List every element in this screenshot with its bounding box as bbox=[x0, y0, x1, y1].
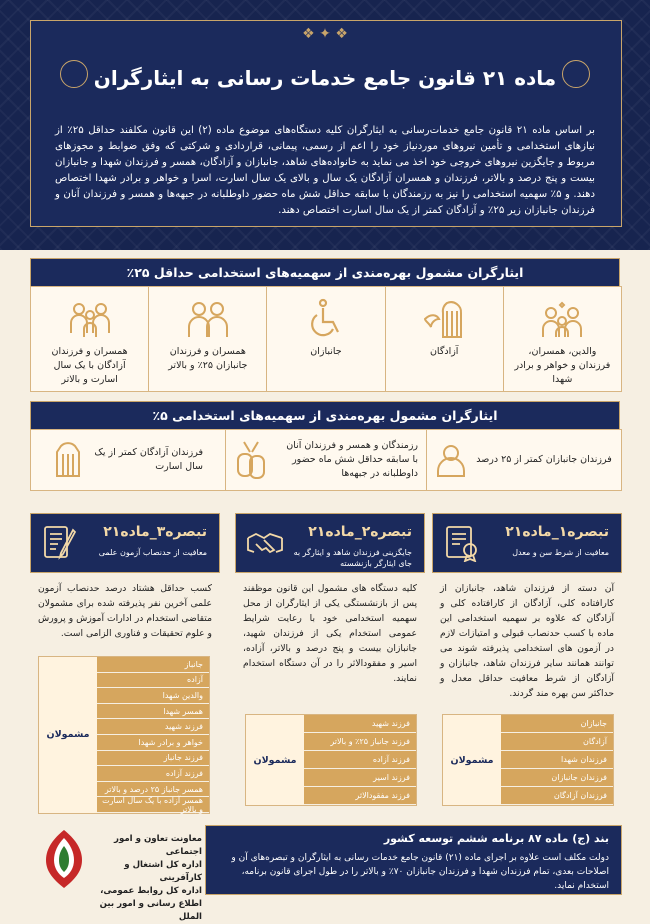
footer-box bbox=[205, 825, 622, 895]
covered-label: مشمولان bbox=[246, 715, 304, 805]
covered-label: مشمولان bbox=[443, 715, 501, 805]
covered-row: والدین شهدا bbox=[97, 688, 209, 704]
quota25-label: همسران و فرزندان آزادگان با یک سال اسارت و بالاتر bbox=[51, 346, 128, 385]
note-1 bbox=[432, 513, 622, 709]
freed-prisoner-icon bbox=[53, 442, 83, 478]
covered-row: فرزند جانباز ۲۵٪ و بالاتر bbox=[304, 733, 416, 751]
note-2-header bbox=[235, 513, 425, 573]
note-body: کلیه دستگاه های مشمول این قانون موظفند پس از بازنشستگی یکی از ایثارگران از محل سهمیه استخدامی خود با رعایت شرایط عمومی استخدام یکی از فرزندان شهید، جانبازان بیست و پنج درصد و بالاتر، آزاده، اسیر و مفقودالاثر را در آن دستگاه استخدام نمایند. bbox=[243, 583, 417, 684]
quota25-label: آزادگان bbox=[429, 346, 459, 357]
note-2 bbox=[235, 513, 425, 694]
family-icon bbox=[539, 297, 585, 341]
quota5-item bbox=[426, 430, 621, 490]
note-subtitle: جایگزینی فرزندان شاهد و ایثارگر به جای ایثارگر بازنشسته bbox=[293, 548, 412, 568]
quota25-item bbox=[503, 287, 621, 391]
org-line: اطلاع رسانی و امور بین الملل bbox=[99, 899, 202, 922]
note-3-header bbox=[30, 513, 220, 573]
note-subtitle: معافیت از شرط سن و معدل bbox=[512, 548, 609, 557]
covered-row: فرزند جانباز bbox=[97, 751, 209, 767]
covered-row: همسر جانباز ۲۵ درصد و بالاتر bbox=[97, 782, 209, 798]
foundation-logo-icon bbox=[42, 828, 86, 890]
footer-title: بند (ج) ماده ۸۷ برنامه ششم توسعه کشور bbox=[383, 832, 609, 845]
org-line: اداره کل اشتغال و کارآفرینی bbox=[124, 860, 202, 883]
quota25-title: ایثارگران مشمول بهره‌مندی از سهمیه‌های استخدامی حداقل ۲۵٪ bbox=[30, 258, 620, 287]
note-title: تبصره۱_ماده۲۱ bbox=[505, 524, 609, 540]
quota25-grid bbox=[30, 286, 622, 392]
org-line: معاونت تعاون و امور اجتماعی bbox=[114, 834, 202, 857]
covered-row: آزاده bbox=[97, 673, 209, 689]
quota25-item bbox=[385, 287, 503, 391]
covered-row: فرزند شهید bbox=[97, 719, 209, 735]
quota25-item bbox=[266, 287, 384, 391]
handshake-icon bbox=[246, 524, 284, 562]
quota5-item bbox=[225, 430, 426, 490]
note-2-covered-table bbox=[245, 714, 417, 806]
quota25-label: والدین، همسران، فرزندان و خواهر و برادر شهدا bbox=[514, 346, 611, 385]
covered-row: فرزندان آزادگان bbox=[501, 787, 613, 805]
organization-text bbox=[90, 833, 202, 924]
covered-row: جانباز bbox=[97, 657, 209, 673]
quota5-title: ایثارگران مشمول بهره‌مندی از سهمیه‌های استخدامی ۵٪ bbox=[30, 401, 620, 430]
covered-row: فرزند آزاده bbox=[304, 751, 416, 769]
quota5-label: فرزندان جانبازان کمتر از ۲۵ درصد bbox=[476, 454, 612, 465]
header-banner bbox=[0, 0, 650, 250]
wheelchair-icon bbox=[303, 297, 349, 341]
quota25-label: همسران و فرزندان جانبازان ۲۵٪ و بالاتر bbox=[168, 346, 248, 371]
note-3 bbox=[30, 513, 220, 649]
quota5-item bbox=[31, 430, 225, 490]
exam-icon bbox=[41, 524, 79, 562]
covered-row: همسر آزاده با یک سال اسارت و بالاتر bbox=[97, 797, 209, 813]
certificate-icon bbox=[443, 524, 481, 562]
covered-row: آزادگان bbox=[501, 733, 613, 751]
quota25-label: جانبازان bbox=[310, 346, 342, 357]
footer-body: دولت مکلف است علاوه بر اجرای ماده (۲۱) قانون جامع خدمات رسانی به ایثارگران و تبصره‌های آن و اصلاحات بعدی، تمام فرزندان شهدا و فرزندان جانبازان ۷۰٪ و بالاتر را در طول اجرای قانون برنامه، استخدام نماید. bbox=[231, 853, 609, 891]
note-1-header bbox=[432, 513, 622, 573]
person-icon bbox=[436, 443, 466, 477]
freed-prisoner-icon bbox=[421, 297, 467, 341]
covered-row: همسر شهدا bbox=[97, 704, 209, 720]
note-1-covered-table bbox=[442, 714, 614, 806]
intro-text: بر اساس ماده ۲۱ قانون جامع خدمات‌رسانی به ایثارگران کلیه دستگاه‌های موضوع ماده (۲) این قانون مکلفند حداقل ۲۵٪ از نیازهای استخدامی و تأمین نیروهای موردنیاز خود را اعم از رسمی، پیمانی، قراردادی و شرکتی که وفق ضوابط و مجوزهای مربوط و جایگزین نیروهای خروجی خود اخذ می نماید به خانواده‌های شاهد، جانبازان و آزادگان، همسر و فرزندان شهدا و جانبازان بیست و پنج درصد و بالاتر، فرزندان و همسران آزادگان یک سال و بالای یک سال اسارت، اسرا و خواهر و برادر شهدا اختصاص دهند. و ۵٪ سهمیه استخدامی را نیز به رزمندگان با سابقه حداقل شش ماه حضور داوطلبانه در جبهه‌ها و همسر و فرزندان آنان و فرزندان جانبازان زیر ۲۵٪ و آزادگان کمتر از یک سال اسارت اختصاص دهند. bbox=[55, 125, 596, 216]
note-title: تبصره۲_ماده۲۱ bbox=[308, 524, 412, 540]
quota5-label: رزمندگان و همسر و فرزندان آنان با سابقه حداقل شش ماه حضور داوطلبانه در جبهه‌ها bbox=[286, 440, 418, 479]
note-body: آن دسته از فرزندان شاهد، جانبازان از کارافتاده کلی، آزادگان از کارافتاده کلی و آزادگان که علاوه بر سهمیه استخدامی این ماده با کسب حدنصاب قبولی و امتیازات لازم در آزمون های استخدامی پذیرفته شوند می توانند همانند سایر فرزندان شاهد، جانبازان و آزادگان از شرط معافیت حداقل معدل و حداکثر سن بهره مند گردند. bbox=[440, 583, 614, 699]
group-icon bbox=[67, 297, 113, 341]
covered-row: فرزند آزاده bbox=[97, 766, 209, 782]
note-subtitle: معافیت از حدنصاب آزمون علمی bbox=[98, 548, 207, 557]
note-title: تبصره۳_ماده۲۱ bbox=[103, 524, 207, 540]
quota25-item bbox=[148, 287, 266, 391]
covered-row: فرزند شهید bbox=[304, 715, 416, 733]
covered-label: مشمولان bbox=[39, 657, 97, 813]
quota5-grid bbox=[30, 429, 622, 491]
covered-row: خواهر و برادر شهدا bbox=[97, 735, 209, 751]
covered-row: فرزند اسیر bbox=[304, 769, 416, 787]
covered-row: فرزند مفقودالاثر bbox=[304, 787, 416, 805]
covered-row: فرزندان جانبازان bbox=[501, 769, 613, 787]
covered-row: فرزندان شهدا bbox=[501, 751, 613, 769]
quota25-item bbox=[31, 287, 148, 391]
note-body: کسب حداقل هشتاد درصد حدنصاب آزمون علمی آخرین نفر پذیرفته شده برای مشمولان متقاضی استخدام در ادارات آموزش و پرورش و علوم تحقیقات و فناوری الزامی است. bbox=[38, 583, 212, 639]
org-line: اداره کل روابط عمومی، bbox=[100, 886, 202, 896]
couple-icon bbox=[185, 297, 231, 341]
page-title: ماده ۲۱ قانون جامع خدمات رسانی به ایثارگران bbox=[93, 66, 557, 90]
dog-tag-icon bbox=[234, 440, 268, 480]
ornament-icon: ❖ ✦ ❖ bbox=[302, 26, 348, 42]
note-3-covered-table bbox=[38, 656, 210, 814]
covered-row: جانبازان bbox=[501, 715, 613, 733]
quota5-label: فرزندان آزادگان کمتر از یک سال اسارت bbox=[94, 447, 203, 472]
